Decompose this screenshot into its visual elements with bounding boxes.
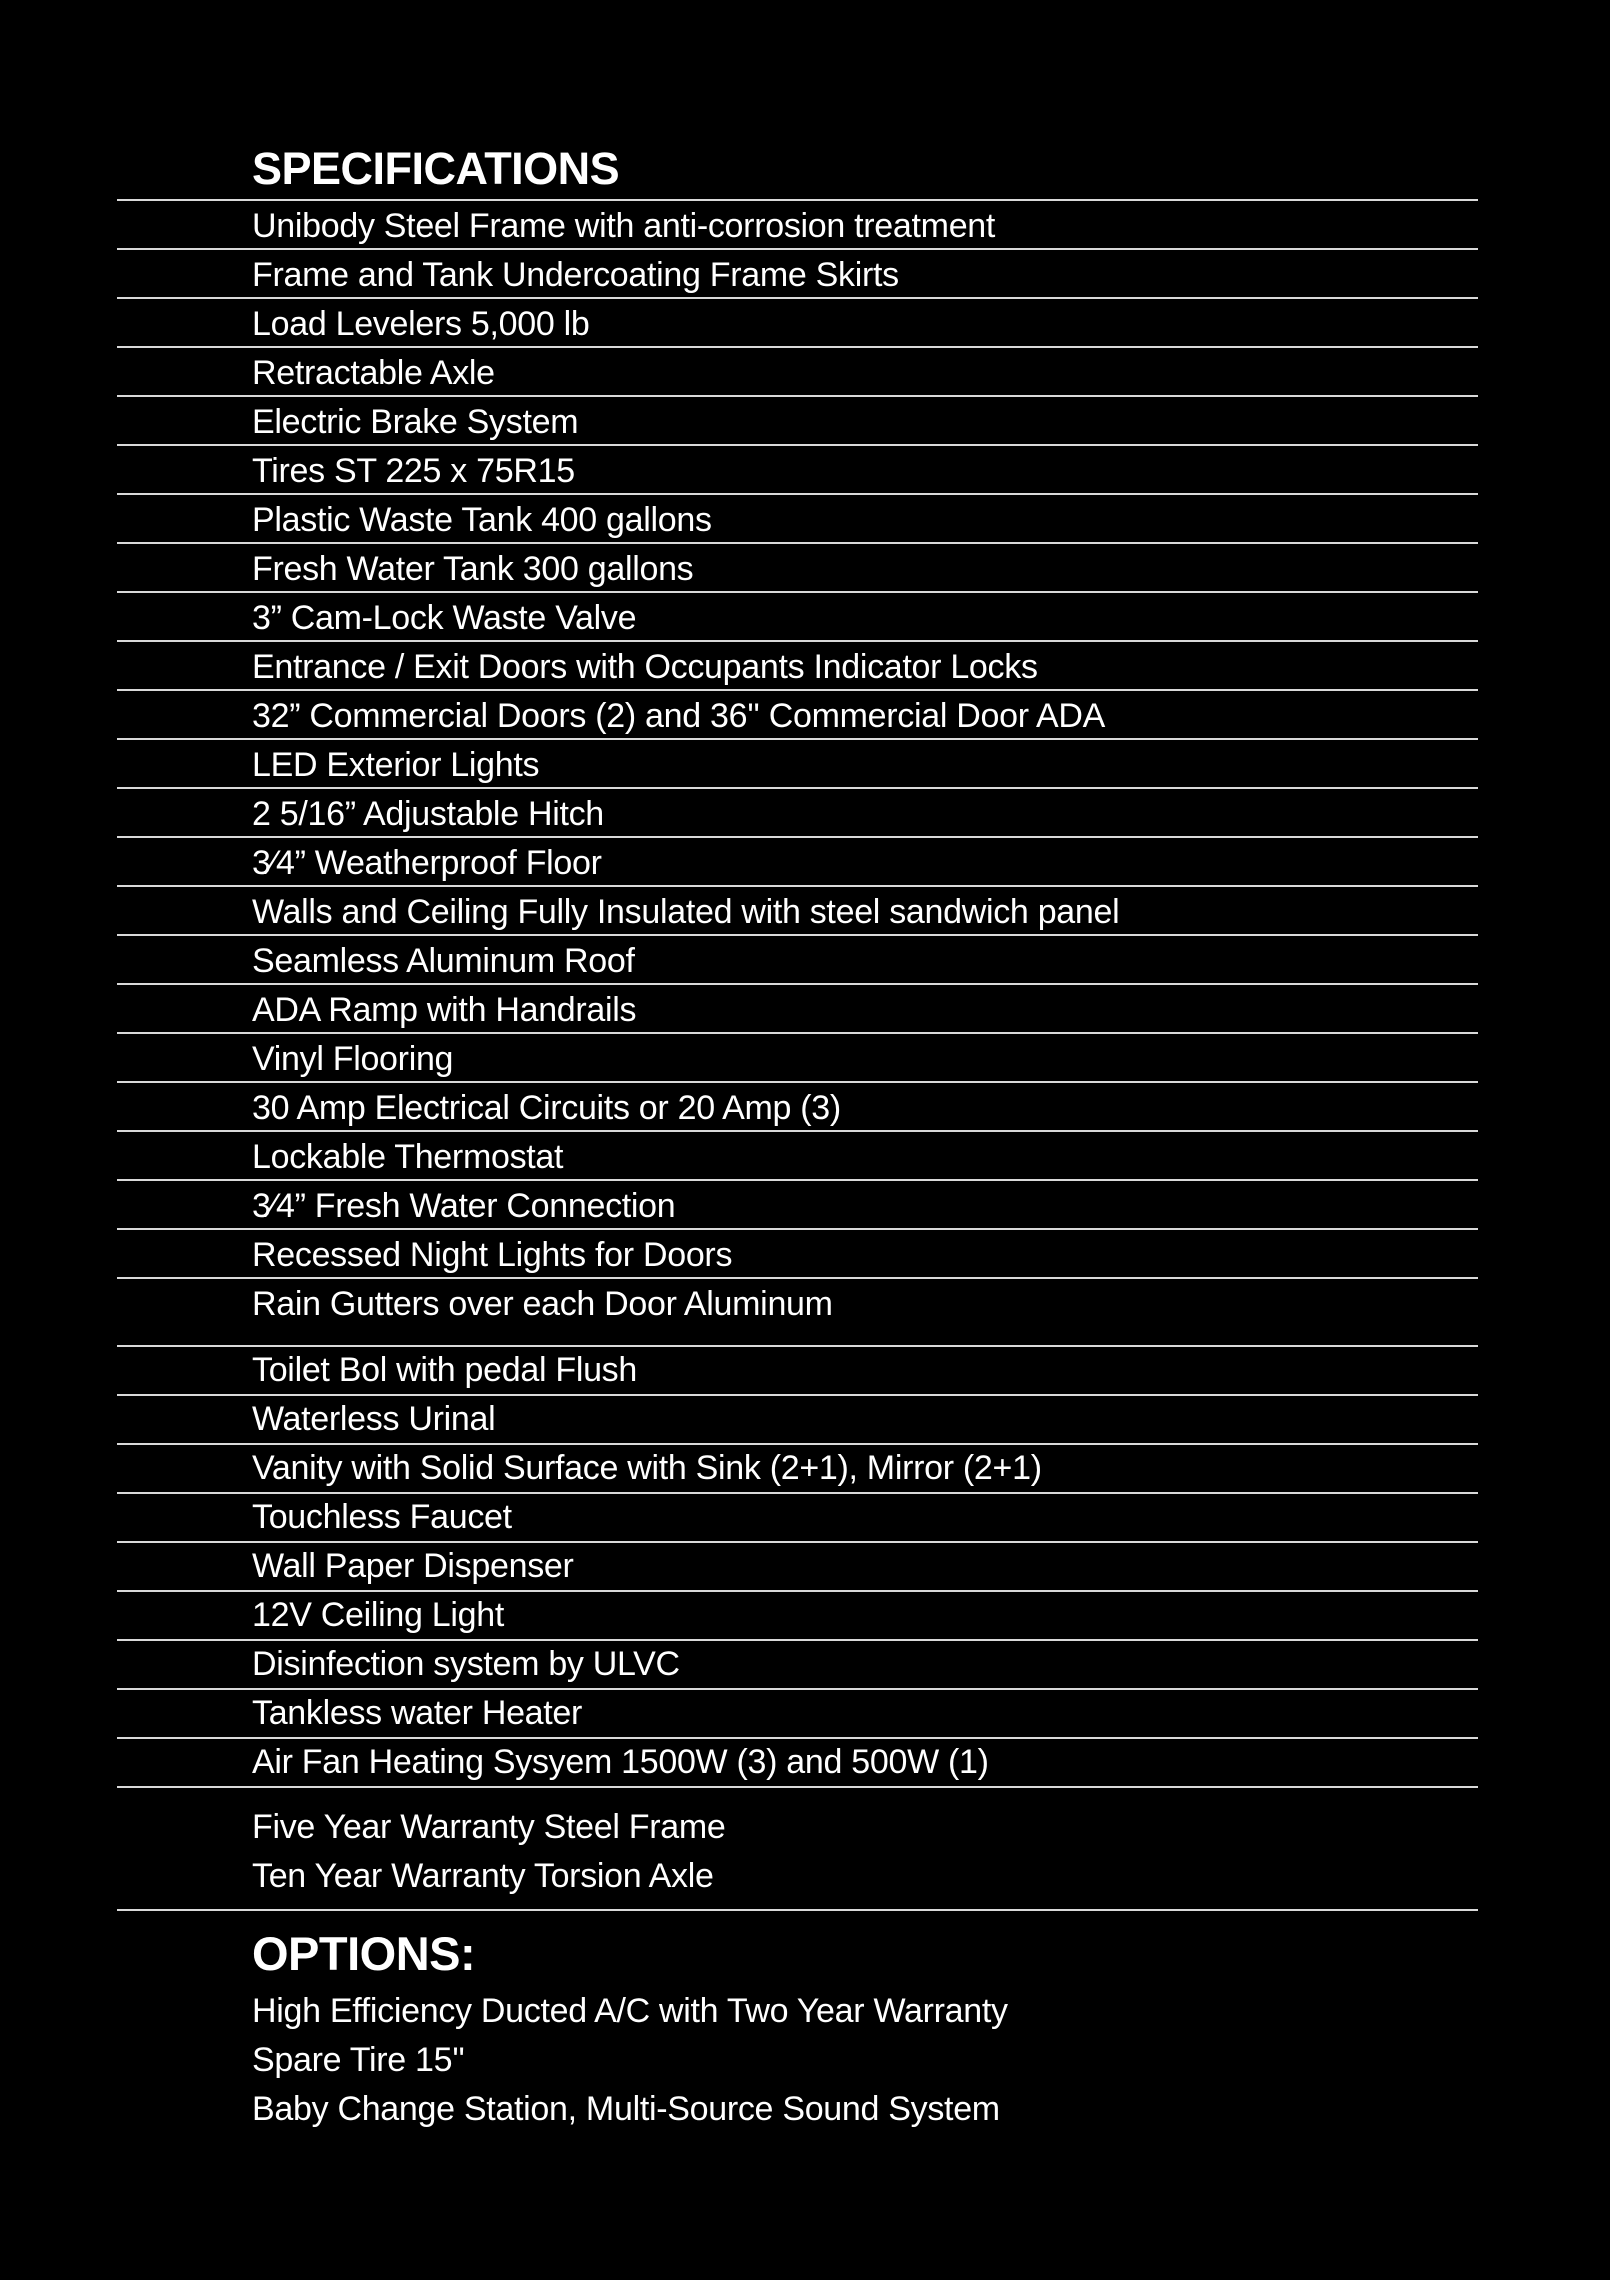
spec-item: Entrance / Exit Doors with Occupants Indicator Locks: [252, 648, 1038, 686]
spec-item: Frame and Tank Undercoating Frame Skirts: [252, 256, 899, 294]
spec-item: Unibody Steel Frame with anti-corrosion treatment: [252, 207, 996, 245]
spec-item: 30 Amp Electrical Circuits or 20 Amp (3): [252, 1089, 841, 1127]
divider: [117, 1277, 1478, 1279]
spec-item: Vanity with Solid Surface with Sink (2+1), Mirror (2+1): [252, 1449, 1042, 1487]
spec-item: Lockable Thermostat: [252, 1138, 564, 1176]
divider: [117, 640, 1478, 642]
spec-item: Touchless Faucet: [252, 1498, 512, 1536]
divider: [117, 1345, 1478, 1347]
divider: [117, 199, 1478, 201]
spec-item: Rain Gutters over each Door Aluminum: [252, 1285, 833, 1323]
spec-item: Load Levelers 5,000 lb: [252, 305, 590, 343]
divider: [117, 1786, 1478, 1788]
divider: [117, 493, 1478, 495]
spec-item: 2 5/16” Adjustable Hitch: [252, 795, 604, 833]
divider: [117, 1228, 1478, 1230]
divider: [117, 1737, 1478, 1739]
spec-item: LED Exterior Lights: [252, 746, 540, 784]
spec-item: 3⁄4” Weatherproof Floor: [252, 844, 602, 882]
divider: [117, 1639, 1478, 1641]
divider: [117, 1590, 1478, 1592]
divider: [117, 248, 1478, 250]
spec-item: Recessed Night Lights for Doors: [252, 1236, 733, 1274]
spec-item: Walls and Ceiling Fully Insulated with steel sandwich panel: [252, 893, 1120, 931]
divider: [117, 297, 1478, 299]
divider: [117, 738, 1478, 740]
spec-item: Tires ST 225 x 75R15: [252, 452, 575, 490]
divider: [117, 885, 1478, 887]
spec-item: Air Fan Heating Sysyem 1500W (3) and 500W (1): [252, 1743, 989, 1781]
option-item: High Efficiency Ducted A/C with Two Year Warranty: [252, 1992, 1008, 2030]
divider: [117, 787, 1478, 789]
spec-item: Retractable Axle: [252, 354, 495, 392]
spec-item: Disinfection system by ULVC: [252, 1645, 680, 1683]
divider: [117, 1081, 1478, 1083]
divider: [117, 444, 1478, 446]
divider: [117, 1179, 1478, 1181]
spec-item: Toilet Bol with pedal Flush: [252, 1351, 637, 1389]
spec-item: Waterless Urinal: [252, 1400, 496, 1438]
spec-item: Plastic Waste Tank 400 gallons: [252, 501, 712, 539]
divider: [117, 689, 1478, 691]
divider: [117, 1909, 1478, 1911]
divider: [117, 1394, 1478, 1396]
option-item: Baby Change Station, Multi-Source Sound System: [252, 2090, 1000, 2128]
spec-item: Seamless Aluminum Roof: [252, 942, 635, 980]
spec-item: 12V Ceiling Light: [252, 1596, 504, 1634]
spec-item: Fresh Water Tank 300 gallons: [252, 550, 694, 588]
divider: [117, 1541, 1478, 1543]
divider: [117, 1492, 1478, 1494]
divider: [117, 1688, 1478, 1690]
spec-item: ADA Ramp with Handrails: [252, 991, 637, 1029]
options-title: OPTIONS:: [252, 1927, 476, 1980]
divider: [117, 1032, 1478, 1034]
divider: [117, 983, 1478, 985]
divider: [117, 934, 1478, 936]
divider: [117, 395, 1478, 397]
specifications-title: SPECIFICATIONS: [252, 143, 620, 194]
warranty-item: Five Year Warranty Steel Frame: [252, 1808, 726, 1846]
spec-item: 3⁄4” Fresh Water Connection: [252, 1187, 676, 1225]
divider: [117, 346, 1478, 348]
divider: [117, 1130, 1478, 1132]
spec-item: 3” Cam-Lock Waste Valve: [252, 599, 637, 637]
spec-item: Wall Paper Dispenser: [252, 1547, 574, 1585]
divider: [117, 836, 1478, 838]
divider: [117, 1443, 1478, 1445]
option-item: Spare Tire 15'': [252, 2041, 465, 2079]
spec-item: Vinyl Flooring: [252, 1040, 454, 1078]
spec-item: Tankless water Heater: [252, 1694, 583, 1732]
spec-item: Electric Brake System: [252, 403, 579, 441]
divider: [117, 591, 1478, 593]
spec-item: 32” Commercial Doors (2) and 36'' Commercial Door ADA: [252, 697, 1106, 735]
warranty-item: Ten Year Warranty Torsion Axle: [252, 1857, 714, 1895]
divider: [117, 542, 1478, 544]
